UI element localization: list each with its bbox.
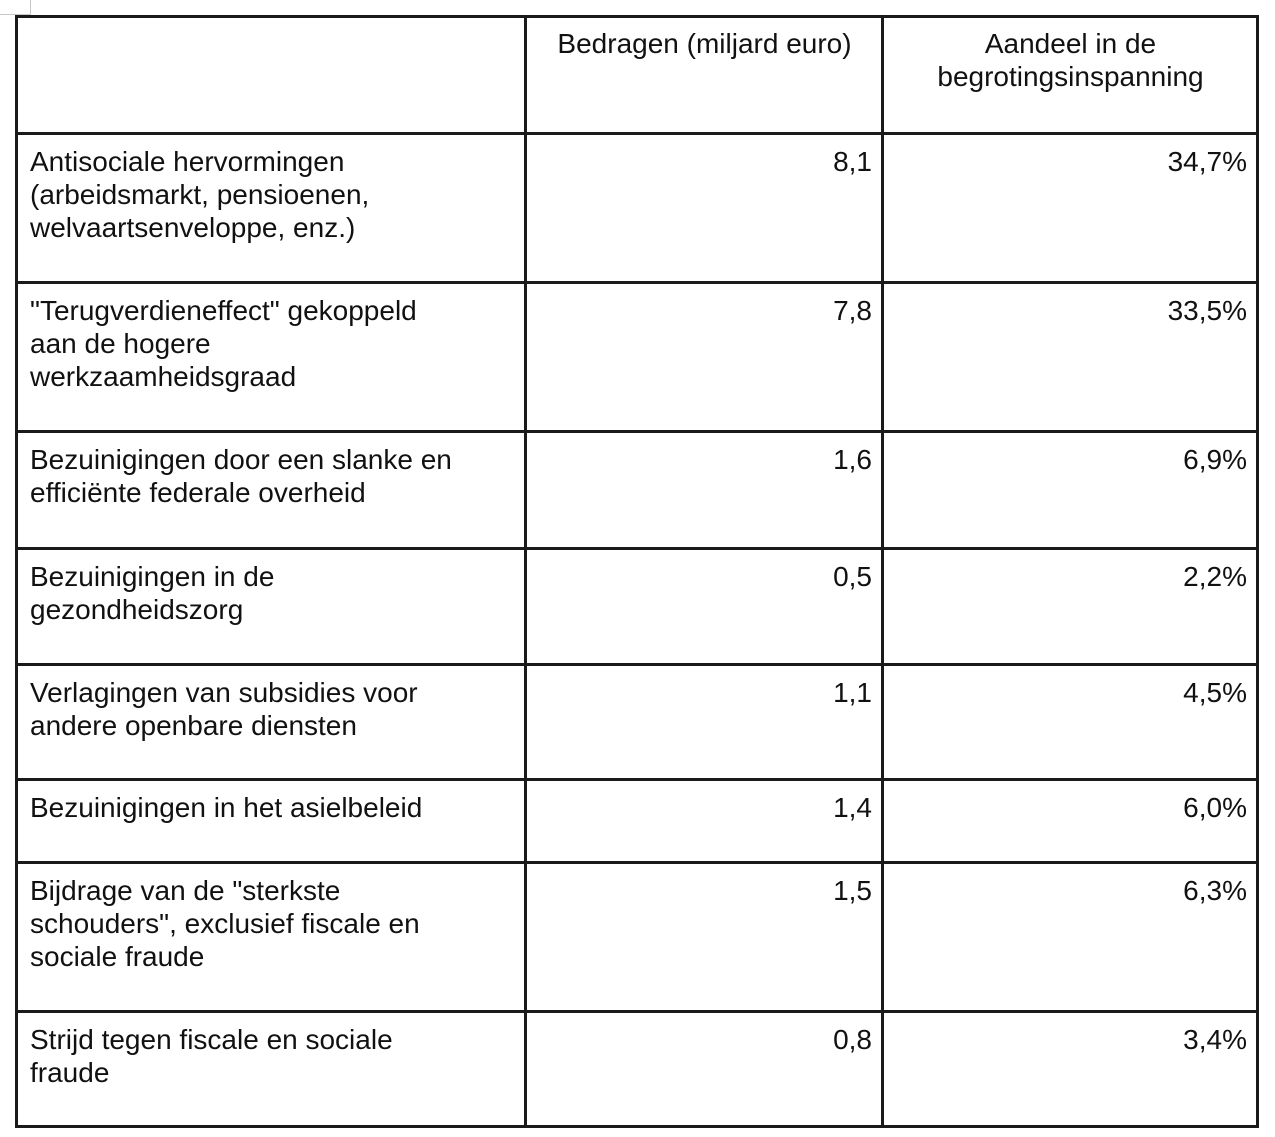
row-amount: 7,8 <box>526 283 883 432</box>
row-share: 4,5% <box>883 665 1258 780</box>
row-amount: 8,1 <box>526 134 883 283</box>
header-share: Aandeel in de begrotingsinspanning <box>883 17 1258 134</box>
row-share: 2,2% <box>883 549 1258 665</box>
row-amount: 1,5 <box>526 863 883 1012</box>
row-amount: 0,8 <box>526 1012 883 1127</box>
row-label: Bezuinigingen door een slanke en efficiënte federale overheid <box>17 432 526 549</box>
table-row <box>17 863 1258 1012</box>
table-row <box>17 665 1258 780</box>
budget-table <box>15 15 1259 1128</box>
row-share: 3,4% <box>883 1012 1258 1127</box>
header-amount: Bedragen (miljard euro) <box>526 17 883 134</box>
row-label: "Terugverdieneffect" gekoppeld aan de hogere werkzaamheidsgraad <box>17 283 526 432</box>
row-amount: 1,4 <box>526 780 883 863</box>
table-row <box>17 549 1258 665</box>
table-row <box>17 283 1258 432</box>
table-row <box>17 780 1258 863</box>
page-corner-mark <box>0 0 31 15</box>
row-share: 33,5% <box>883 283 1258 432</box>
table-row <box>17 432 1258 549</box>
row-share: 34,7% <box>883 134 1258 283</box>
row-label: Bijdrage van de "sterkste schouders", exclusief fiscale en sociale fraude <box>17 863 526 1012</box>
row-amount: 1,6 <box>526 432 883 549</box>
row-label: Verlagingen van subsidies voor andere openbare diensten <box>17 665 526 780</box>
header-row <box>17 17 1258 134</box>
row-share: 6,9% <box>883 432 1258 549</box>
row-share: 6,3% <box>883 863 1258 1012</box>
table-row <box>17 134 1258 283</box>
row-amount: 1,1 <box>526 665 883 780</box>
row-label: Strijd tegen fiscale en sociale fraude <box>17 1012 526 1127</box>
row-label: Bezuinigingen in de gezondheidszorg <box>17 549 526 665</box>
row-amount: 0,5 <box>526 549 883 665</box>
row-label: Antisociale hervormingen (arbeidsmarkt, pensioenen, welvaartsenveloppe, enz.) <box>17 134 526 283</box>
header-empty-cell <box>17 17 526 134</box>
row-share: 6,0% <box>883 780 1258 863</box>
table-row <box>17 1012 1258 1127</box>
row-label: Bezuinigingen in het asielbeleid <box>17 780 526 863</box>
